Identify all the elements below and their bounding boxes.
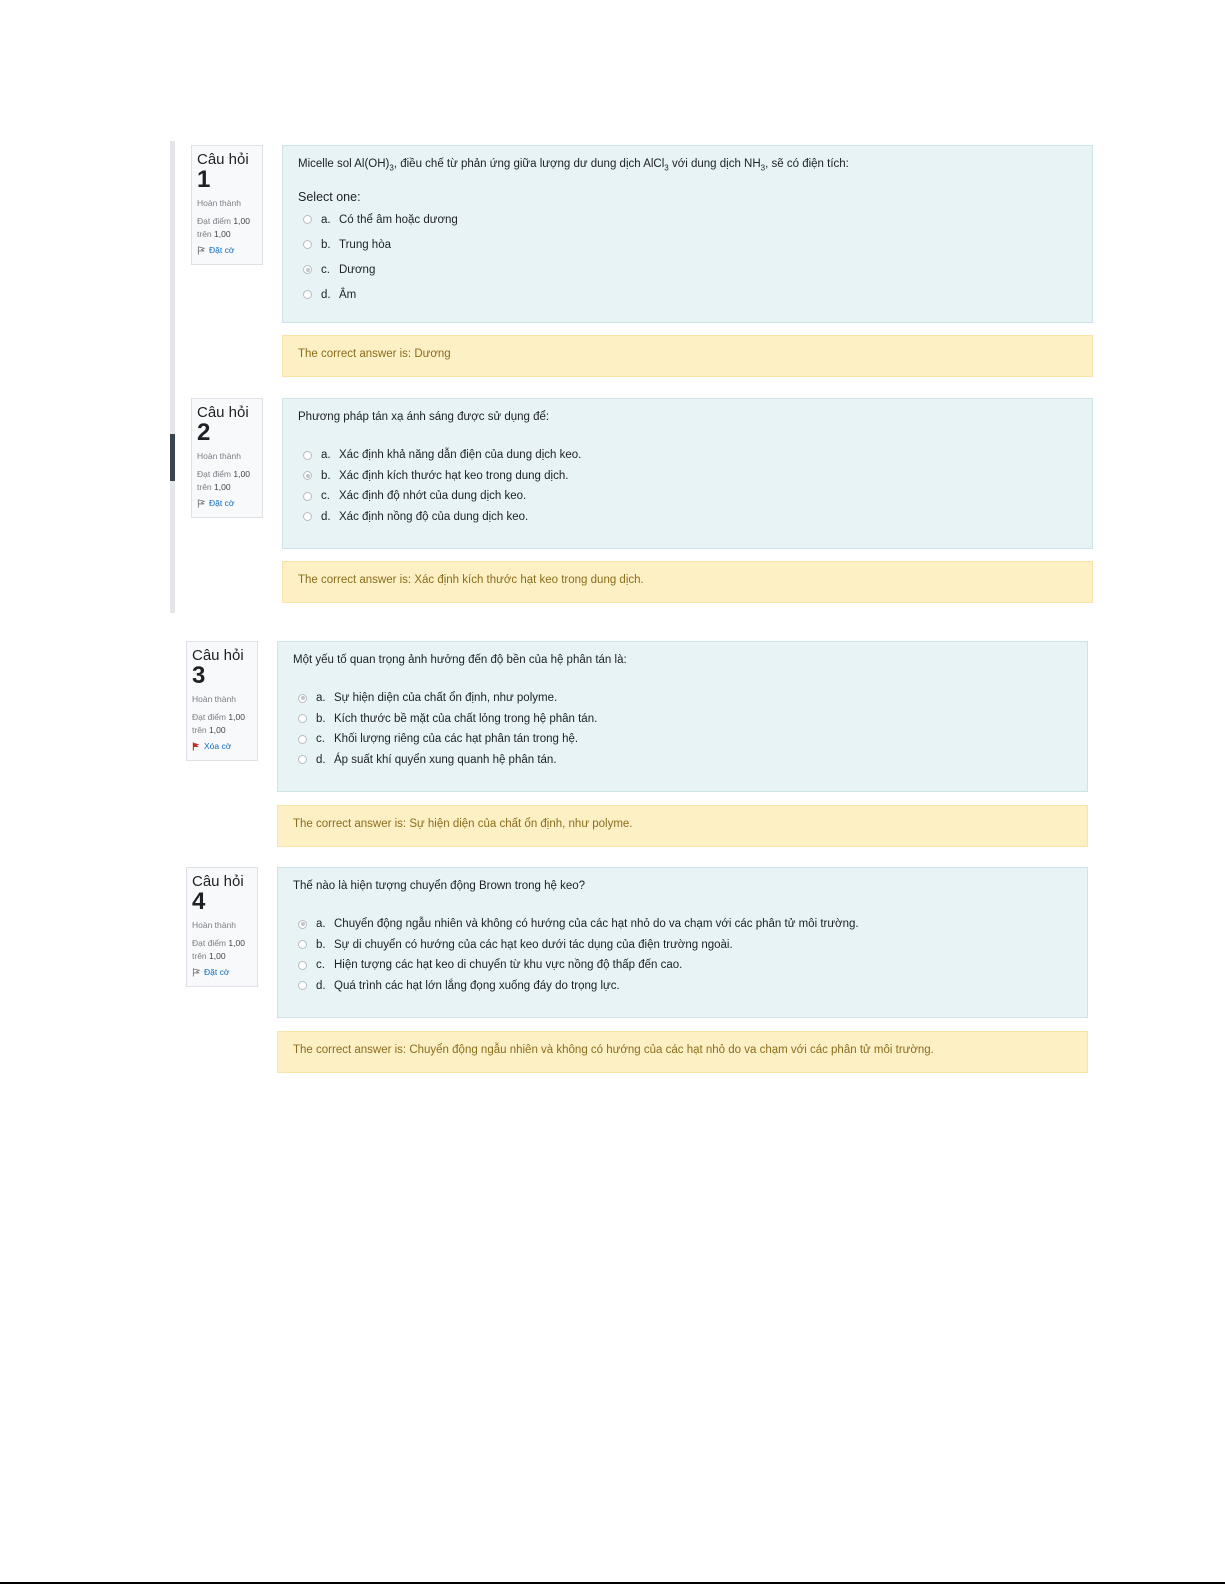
select-one-prompt: Select one: <box>298 190 361 205</box>
flag-label: Đặt cờ <box>209 245 235 255</box>
answer-option[interactable]: c. Khối lượng riêng của các hạt phân tán trong hệ. <box>293 729 1072 750</box>
radio-button[interactable] <box>298 755 307 764</box>
answer-option[interactable]: c. Xác định độ nhớt của dung dịch keo. <box>298 486 1077 507</box>
question-text: Một yếu tố quan trọng ảnh hưởng đến độ bền của hệ phân tán là: <box>293 654 627 666</box>
unflag-question-button[interactable] <box>192 741 257 751</box>
answer-option[interactable]: b. Trung hòa <box>298 232 1077 257</box>
correct-answer-feedback: The correct answer is: Xác định kích thước hạt keo trong dung dịch. <box>282 561 1093 603</box>
radio-button[interactable] <box>298 714 307 723</box>
answer-options <box>293 688 1072 770</box>
answer-option[interactable]: b. Sự di chuyển có hướng của các hạt keo dưới tác dụng của điện trường ngoài. <box>293 935 1072 956</box>
radio-button[interactable] <box>303 290 312 299</box>
page-bottom-border <box>0 1582 1225 1584</box>
radio-button[interactable] <box>303 240 312 249</box>
question-content <box>282 145 1093 323</box>
question-text: Micelle sol $Al(OH)_3$, điều chế từ phản ứng giữa lượng dư dung dịch AlCl$_3$ với dung dịch $NH_3$, sẽ có điện tích: <box>298 158 849 173</box>
answer-option[interactable]: d. Xác định nồng độ của dung dịch keo. <box>298 507 1077 528</box>
question-title: Câu hỏi <box>192 873 244 890</box>
flag-outline-icon <box>197 499 206 508</box>
answer-option[interactable]: b. Kích thước bề mặt của chất lỏng trong hệ phân tán. <box>293 709 1072 730</box>
question-number: 1 <box>197 166 211 193</box>
answer-option[interactable]: d. Âm <box>298 282 1077 307</box>
answer-option-selected[interactable]: b. Xác định kích thước hạt keo trong dung dịch. <box>298 466 1077 487</box>
radio-button-selected[interactable] <box>298 920 307 929</box>
flag-label: Xóa cờ <box>204 741 232 751</box>
question-info <box>186 867 258 987</box>
question-group-bar <box>170 141 175 613</box>
question-number: 3 <box>192 662 206 689</box>
flag-question-button[interactable] <box>192 967 257 977</box>
question-text: Phương pháp tán xạ ánh sáng được sử dụng để: <box>298 411 550 423</box>
question-text: Thế nào là hiện tượng chuyển động Brown trong hệ keo? <box>293 880 586 892</box>
question-title: Câu hỏi <box>197 151 249 168</box>
answer-option-selected[interactable]: a. Chuyển động ngẫu nhiên và không có hướng của các hạt nhỏ do va chạm với các phân tử môi trường. <box>293 914 1072 935</box>
question-grade: Đạt điểm 1,00 trên 1,00 <box>192 938 245 961</box>
question-grade: Đạt điểm 1,00 trên 1,00 <box>197 469 250 492</box>
question-state: Hoàn thành <box>197 198 241 208</box>
flag-label: Đặt cờ <box>209 498 235 508</box>
question-content <box>277 867 1088 1018</box>
answer-option[interactable]: c. Hiện tượng các hạt keo di chuyển từ khu vực nồng độ thấp đến cao. <box>293 955 1072 976</box>
answer-option-selected[interactable]: a. Sự hiện diện của chất ổn định, như polyme. <box>293 688 1072 709</box>
flag-label: Đặt cờ <box>204 967 230 977</box>
radio-button[interactable] <box>303 451 312 460</box>
radio-button[interactable] <box>303 512 312 521</box>
question-grade: Đạt điểm 1,00 trên 1,00 <box>197 216 250 239</box>
flag-question-button[interactable] <box>197 245 262 255</box>
answer-option-selected[interactable]: c. Dương <box>298 257 1077 282</box>
flag-outline-icon <box>192 968 201 977</box>
radio-button[interactable] <box>298 981 307 990</box>
radio-button-selected[interactable] <box>303 265 312 274</box>
question-title: Câu hỏi <box>197 404 249 421</box>
question-state: Hoàn thành <box>192 694 236 704</box>
radio-button[interactable] <box>303 492 312 501</box>
correct-answer-feedback: The correct answer is: Sự hiện diện của chất ổn định, như polyme. <box>277 805 1088 847</box>
question-number: 4 <box>192 888 206 915</box>
correct-answer-feedback: The correct answer is: Dương <box>282 335 1093 377</box>
question-group-active-marker <box>170 434 175 481</box>
answer-option[interactable]: a. Có thể âm hoặc dương <box>298 207 1077 232</box>
answer-options <box>298 207 1077 307</box>
flag-outline-icon <box>197 246 206 255</box>
answer-options <box>293 914 1072 996</box>
radio-button[interactable] <box>298 735 307 744</box>
question-content <box>282 398 1093 549</box>
question-content <box>277 641 1088 792</box>
radio-button[interactable] <box>298 940 307 949</box>
question-info <box>186 641 258 761</box>
question-grade: Đạt điểm 1,00 trên 1,00 <box>192 712 245 735</box>
answer-option[interactable]: a. Xác định khả năng dẫn điện của dung dịch keo. <box>298 445 1077 466</box>
correct-answer-feedback: The correct answer is: Chuyển động ngẫu nhiên và không có hướng của các hạt nhỏ do va chạm với các phân tử môi trường. <box>277 1031 1088 1073</box>
answer-option[interactable]: d. Quá trình các hạt lớn lắng đọng xuống đáy do trọng lực. <box>293 976 1072 997</box>
question-state: Hoàn thành <box>197 451 241 461</box>
flag-question-button[interactable] <box>197 498 262 508</box>
radio-button-selected[interactable] <box>298 694 307 703</box>
answer-option[interactable]: d. Áp suất khí quyển xung quanh hệ phân tán. <box>293 750 1072 771</box>
flag-filled-icon <box>192 742 201 751</box>
radio-button[interactable] <box>298 961 307 970</box>
question-info <box>191 398 263 518</box>
question-state: Hoàn thành <box>192 920 236 930</box>
radio-button-selected[interactable] <box>303 471 312 480</box>
question-info <box>191 145 263 265</box>
radio-button[interactable] <box>303 215 312 224</box>
answer-options <box>298 445 1077 527</box>
question-title: Câu hỏi <box>192 647 244 664</box>
question-number: 2 <box>197 419 211 446</box>
